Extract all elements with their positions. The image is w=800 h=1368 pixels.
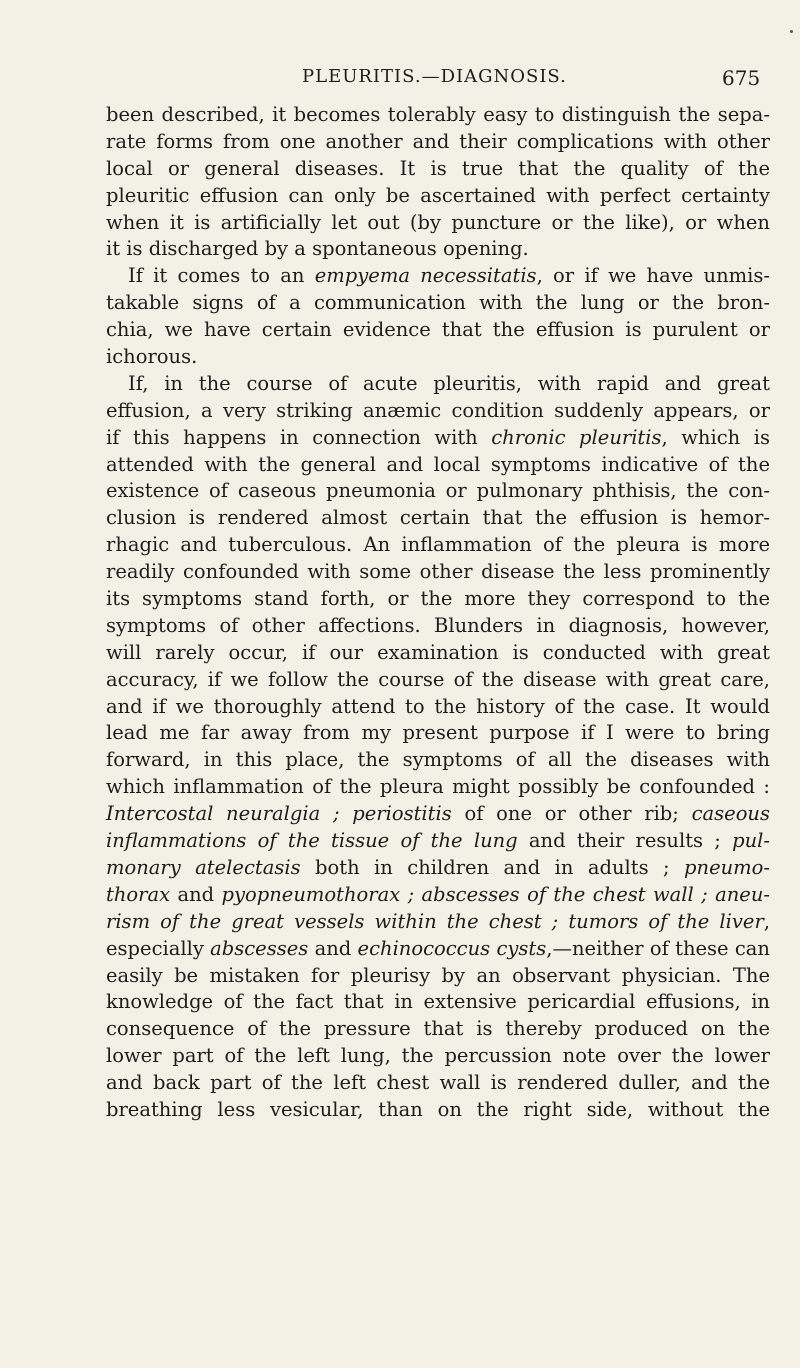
text-line — [106, 102, 770, 129]
text-line — [106, 1043, 770, 1070]
text-line — [106, 936, 770, 963]
text-line — [106, 183, 770, 210]
text-line — [106, 236, 770, 263]
page-number: 675 — [722, 66, 761, 90]
text-run: pleuritic effusion can only be ascertained with perfect certainty — [106, 183, 770, 207]
text-line — [106, 855, 770, 882]
text-line — [106, 156, 770, 183]
page-header — [0, 66, 800, 94]
text-run: knowledge of the fact that in extensive pericardial effusions, in — [106, 990, 770, 1014]
text-line — [106, 263, 770, 290]
italic-text: empyema necessitatis — [314, 264, 537, 288]
text-run: If, in the course of acute pleuritis, with rapid and great — [128, 371, 770, 395]
text-line — [106, 667, 770, 694]
text-run: effusion, a very striking anæmic condition suddenly appears, or — [106, 398, 770, 422]
italic-text: echinococcus cysts — [357, 936, 547, 960]
italic-text: Intercostal neuralgia ; periostitis — [106, 802, 452, 826]
italic-text: inflammations of the tissue of the lung — [106, 829, 518, 853]
body-text — [106, 102, 770, 1124]
text-run: local or general diseases. It is true that the quality of the — [106, 156, 770, 180]
text-run: when it is artificially let out (by puncture or the like), or when — [106, 210, 770, 234]
text-line — [106, 425, 770, 452]
text-line — [106, 989, 770, 1016]
text-run: takable signs of a communication with the lung or the bron- — [106, 291, 770, 315]
text-line — [106, 747, 770, 774]
text-run: readily confounded with some other disease the less prominently — [106, 560, 770, 584]
italic-text: pul- — [732, 829, 770, 853]
text-run: ,—neither of these can — [546, 936, 770, 960]
running-head: PLEURITIS.—DIAGNOSIS. — [302, 66, 567, 87]
text-line — [106, 505, 770, 532]
text-run: it is discharged by a spontaneous opening. — [106, 237, 529, 261]
text-line — [106, 532, 770, 559]
text-run: existence of caseous pneumonia or pulmonary phthisis, the con- — [106, 479, 770, 503]
text-line — [106, 613, 770, 640]
italic-text: pneumo- — [684, 855, 770, 879]
text-line — [106, 720, 770, 747]
italic-text: thorax — [106, 882, 171, 906]
text-run: clusion is rendered almost certain that the effusion is hemor- — [106, 506, 770, 530]
text-line — [106, 586, 770, 613]
text-run: and if we thoroughly attend to the history of the case. It would — [106, 694, 770, 718]
italic-text: caseous — [691, 802, 770, 826]
text-run: , — [763, 909, 770, 933]
text-line — [106, 1097, 770, 1124]
italic-text: pyopneumothorax ; abscesses of the chest wall ; aneu- — [221, 882, 770, 906]
italic-text: rism of the great vessels within the chest ; tumors of the liver — [106, 909, 764, 933]
text-run: , which is — [661, 425, 770, 449]
text-run: chia, we have certain evidence that the effusion is purulent or — [106, 318, 770, 342]
text-run: symptoms of other affections. Blunders in diagnosis, however, — [106, 613, 770, 637]
text-run: especially — [106, 936, 211, 960]
text-line — [106, 317, 770, 344]
text-run: its symptoms stand forth, or the more they correspond to the — [106, 587, 770, 611]
text-line — [106, 694, 770, 721]
text-run: if this happens in connection with — [106, 425, 492, 449]
text-run: attended with the general and local symptoms indicative of the — [106, 452, 770, 476]
italic-text: abscesses — [210, 936, 309, 960]
text-run: lead me far away from my present purpose if I were to bring — [106, 721, 770, 745]
text-line — [106, 774, 770, 801]
text-run: consequence of the pressure that is thereby produced on the — [106, 1017, 770, 1041]
text-line — [106, 290, 770, 317]
text-run: If it comes to an — [128, 264, 315, 288]
text-run: will rarely occur, if our examination is conducted with great — [106, 640, 770, 664]
text-line — [106, 210, 770, 237]
text-line — [106, 478, 770, 505]
text-line — [106, 371, 770, 398]
text-line — [106, 398, 770, 425]
text-run: and — [308, 936, 358, 960]
text-run: forward, in this place, the symptoms of all the diseases with — [106, 748, 770, 772]
text-run: , or if we have unmis- — [536, 264, 771, 288]
ink-speck — [790, 30, 793, 33]
text-run: which inflammation of the pleura might possibly be confounded : — [106, 775, 770, 799]
text-run: and back part of the left chest wall is rendered duller, and the — [106, 1071, 770, 1095]
text-line — [106, 452, 770, 479]
text-line — [106, 559, 770, 586]
text-line — [106, 1070, 770, 1097]
text-run: both in children and in adults ; — [300, 855, 685, 879]
text-line — [106, 640, 770, 667]
text-run: breathing less vesicular, than on the right side, without the — [106, 1097, 770, 1121]
text-line — [106, 1016, 770, 1043]
text-run: of one or other rib; — [451, 802, 692, 826]
text-line — [106, 344, 770, 371]
text-line — [106, 963, 770, 990]
text-run: and their results ; — [517, 829, 733, 853]
text-line — [106, 801, 770, 828]
text-run: rhagic and tuberculous. An inflammation of the pleura is more — [106, 533, 770, 557]
text-run: rate forms from one another and their complications with other — [106, 129, 770, 153]
text-run: accuracy, if we follow the course of the disease with great care, — [106, 667, 770, 691]
text-run: ichorous. — [106, 345, 198, 369]
text-run: and — [170, 882, 222, 906]
text-line — [106, 129, 770, 156]
text-line — [106, 828, 770, 855]
italic-text: chronic pleuritis — [491, 425, 662, 449]
text-line — [106, 882, 770, 909]
text-run: been described, it becomes tolerably easy to distinguish the sepa- — [106, 103, 770, 126]
italic-text: monary atelectasis — [106, 855, 301, 879]
text-run: lower part of the left lung, the percussion note over the lower — [106, 1044, 770, 1068]
text-run: easily be mistaken for pleurisy by an observant physician. The — [106, 963, 770, 987]
text-line — [106, 909, 770, 936]
